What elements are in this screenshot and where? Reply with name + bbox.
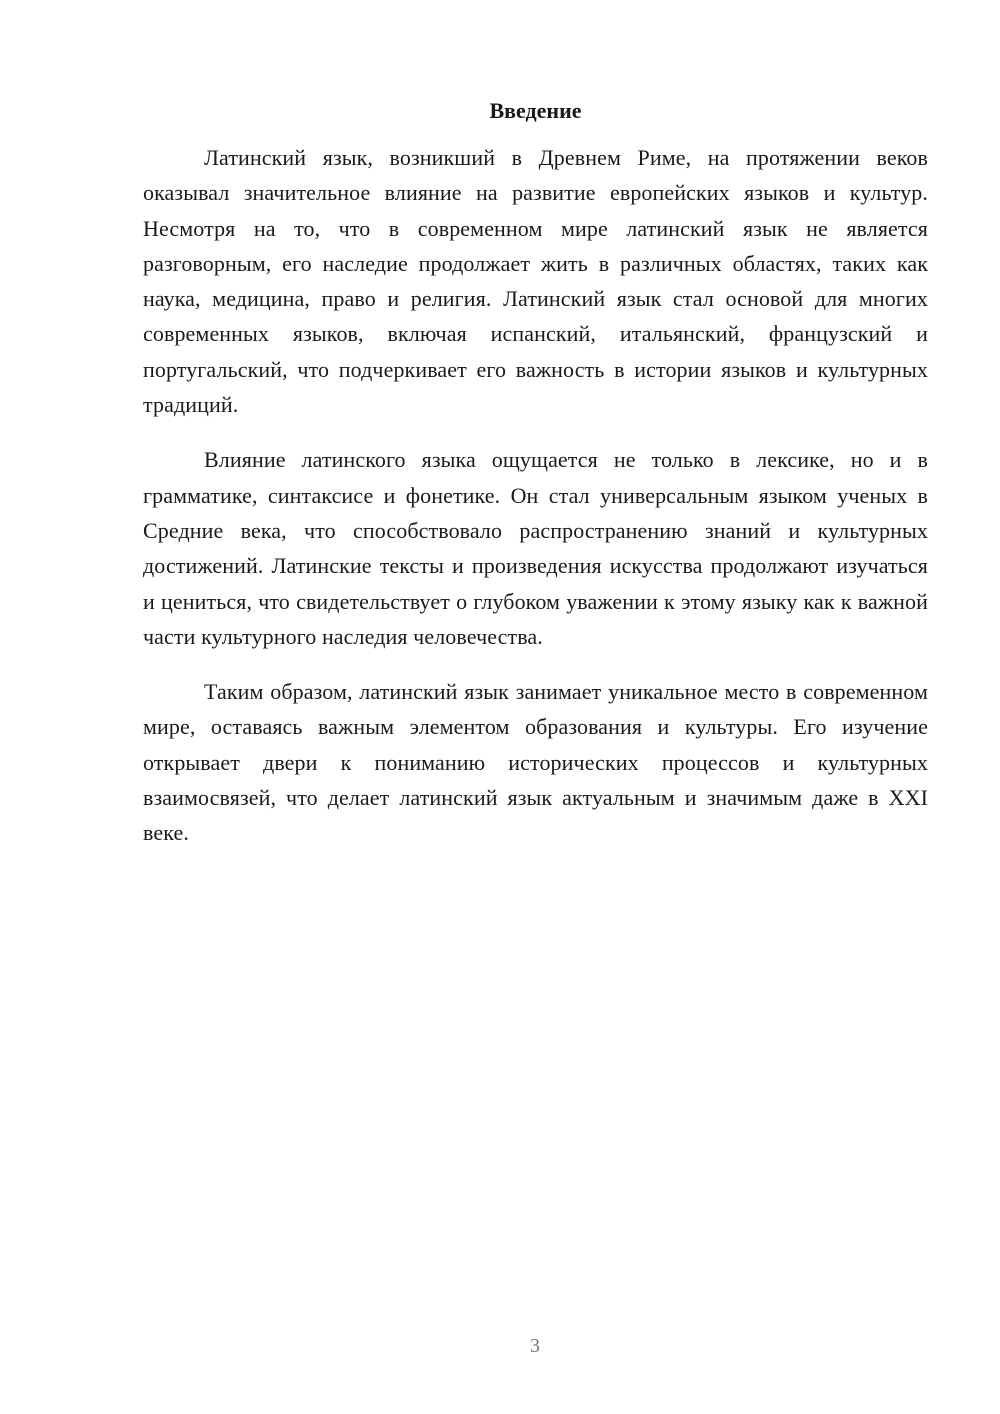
- paragraph-1: Латинский язык, возникший в Древнем Риме, на протяжении веков оказывал значительное влияние на развитие европейских языков и культур. Несмотря на то, что в современном мире латинский язык не является разговорным, его наследие продолжает жить в различных областях, таких как наука, медицина, право и религия. Латинский язык стал основой для многих современных языков, включая испанский, итальянский, французский и португальский, что подчеркивает его важность в истории языков и культурных традиций.: [143, 145, 928, 418]
- page-content: [143, 94, 928, 871]
- paragraph-2: Влияние латинского языка ощущается не только в лексике, но и в грамматике, синтаксисе и фонетике. Он стал универсальным языком ученых в Средние века, что способствовало распространению знаний и культурных достижений. Латинские тексты и произведения искусства продолжают изучаться и цениться, что свидетельствует о глубоком уважении к этому языку как к важной части культурного наследия человечества.: [143, 447, 928, 649]
- page-number: 3: [530, 1335, 540, 1357]
- section-title: Введение: [489, 98, 582, 123]
- paragraph-3: Таким образом, латинский язык занимает уникальное место в современном мире, оставаясь важным элементом образования и культуры. Его изучение открывает двери к пониманию исторических процессов и культурных взаимосвязей, что делает латинский язык актуальным и значимым даже в XXI веке.: [143, 679, 928, 846]
